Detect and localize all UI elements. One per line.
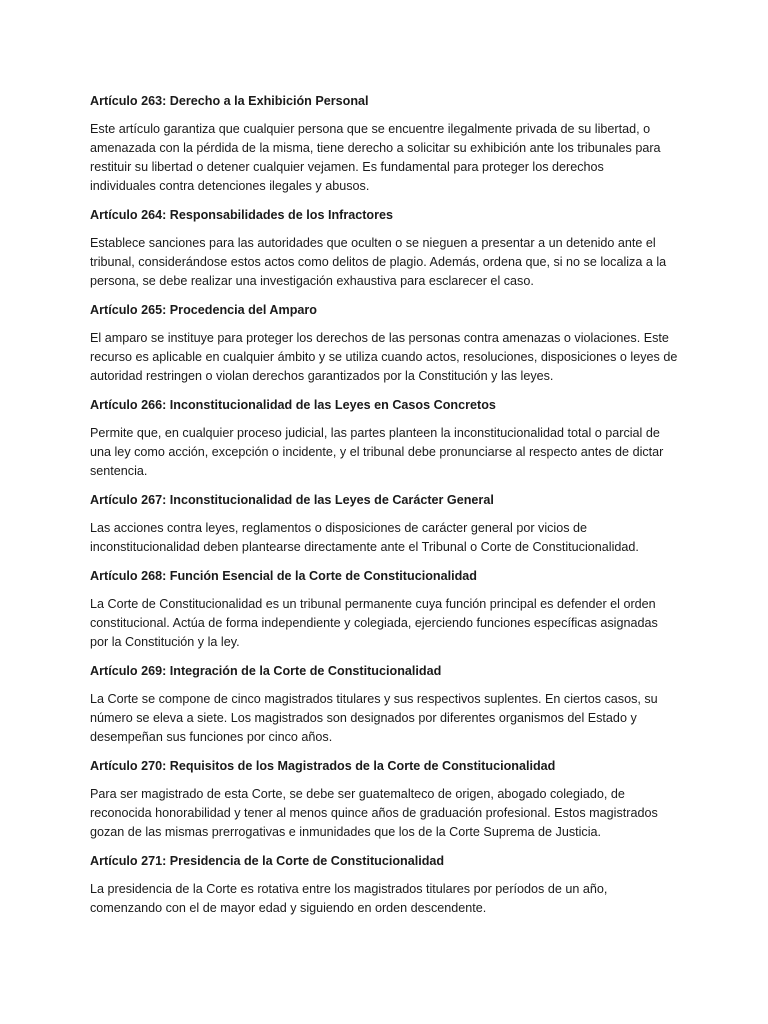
article-section — [90, 852, 690, 918]
article-heading: Artículo 264: Responsabilidades de los Infractores — [90, 208, 394, 222]
paragraph-line: individuales contra detenciones ilegales y abusos. — [90, 179, 370, 193]
paragraph-line: Permite que, en cualquier proceso judicial, las partes planteen la inconstitucionalidad total o parcial de — [90, 426, 660, 440]
article-paragraph — [90, 519, 690, 557]
paragraph-line: reconocida honorabilidad y tener al menos quince años de graduación profesional. Estos magistrados — [90, 806, 658, 820]
paragraph-line: El amparo se instituye para proteger los derechos de las personas contra amenazas o violaciones. Este — [90, 331, 669, 345]
paragraph-line: amenazada con la pérdida de la misma, tiene derecho a solicitar su exhibición ante los tribunales para — [90, 141, 661, 155]
paragraph-line: recurso es aplicable en cualquier ámbito y se utiliza cuando actos, resoluciones, disposiciones o leyes de — [90, 350, 678, 364]
article-paragraph — [90, 785, 690, 842]
article-paragraph — [90, 329, 690, 386]
article-section — [90, 301, 690, 386]
paragraph-line: La Corte se compone de cinco magistrados titulares y sus respectivos suplentes. En ciertos casos, su — [90, 692, 658, 706]
article-heading: Artículo 269: Integración de la Corte de Constitucionalidad — [90, 664, 442, 678]
paragraph-line: comenzando con el de mayor edad y siguiendo en orden descendente. — [90, 901, 487, 915]
article-heading: Artículo 270: Requisitos de los Magistrados de la Corte de Constitucionalidad — [90, 759, 556, 773]
document-page — [90, 92, 690, 928]
article-heading: Artículo 263: Derecho a la Exhibición Personal — [90, 94, 369, 108]
paragraph-line: gozan de las mismas prerrogativas e inmunidades que los de la Corte Suprema de Justicia. — [90, 825, 602, 839]
article-paragraph — [90, 120, 690, 196]
paragraph-line: La presidencia de la Corte es rotativa entre los magistrados titulares por períodos de un año, — [90, 882, 608, 896]
paragraph-line: Para ser magistrado de esta Corte, se debe ser guatemalteco de origen, abogado colegiado, de — [90, 787, 625, 801]
article-paragraph — [90, 595, 690, 652]
article-heading: Artículo 271: Presidencia de la Corte de Constitucionalidad — [90, 854, 445, 868]
article-paragraph — [90, 880, 690, 918]
article-heading: Artículo 265: Procedencia del Amparo — [90, 303, 317, 317]
paragraph-line: autoridad restringen o violan derechos garantizados por la Constitución y las leyes. — [90, 369, 554, 383]
article-paragraph — [90, 234, 690, 291]
article-section — [90, 92, 690, 196]
paragraph-line: una ley como acción, excepción o incidente, y el tribunal debe pronunciarse al respecto antes de dictar — [90, 445, 664, 459]
paragraph-line: tribunal, considerándose estos actos como delitos de plagio. Además, ordena que, si no se localiza a la — [90, 255, 667, 269]
paragraph-line: por la Constitución y la ley. — [90, 635, 240, 649]
article-section — [90, 396, 690, 481]
article-section — [90, 662, 690, 747]
article-heading: Artículo 266: Inconstitucionalidad de las Leyes en Casos Concretos — [90, 398, 496, 412]
paragraph-line: desempeñan sus funciones por cinco años. — [90, 730, 333, 744]
paragraph-line: persona, se debe realizar una investigación exhaustiva para esclarecer el caso. — [90, 274, 534, 288]
paragraph-line: Establece sanciones para las autoridades que oculten o se nieguen a presentar a un detenido ante el — [90, 236, 656, 250]
paragraph-line: sentencia. — [90, 464, 148, 478]
paragraph-line: número se eleva a siete. Los magistrados son designados por diferentes organismos del Estado y — [90, 711, 637, 725]
paragraph-line: constitucional. Actúa de forma independiente y colegiada, ejerciendo funciones específicas asignadas — [90, 616, 658, 630]
paragraph-line: Este artículo garantiza que cualquier persona que se encuentre ilegalmente privada de su libertad, o — [90, 122, 651, 136]
article-section — [90, 206, 690, 291]
article-section — [90, 757, 690, 842]
paragraph-line: restituir su libertad o detener cualquier vejamen. Es fundamental para proteger los derechos — [90, 160, 604, 174]
article-section — [90, 491, 690, 557]
article-paragraph — [90, 690, 690, 747]
paragraph-line: inconstitucionalidad deben plantearse directamente ante el Tribunal o Corte de Constitucionalidad. — [90, 540, 639, 554]
paragraph-line: Las acciones contra leyes, reglamentos o disposiciones de carácter general por vicios de — [90, 521, 588, 535]
article-paragraph — [90, 424, 690, 481]
article-heading: Artículo 267: Inconstitucionalidad de las Leyes de Carácter General — [90, 493, 494, 507]
paragraph-line: La Corte de Constitucionalidad es un tribunal permanente cuya función principal es defender el orden — [90, 597, 656, 611]
article-section — [90, 567, 690, 652]
article-heading: Artículo 268: Función Esencial de la Corte de Constitucionalidad — [90, 569, 477, 583]
